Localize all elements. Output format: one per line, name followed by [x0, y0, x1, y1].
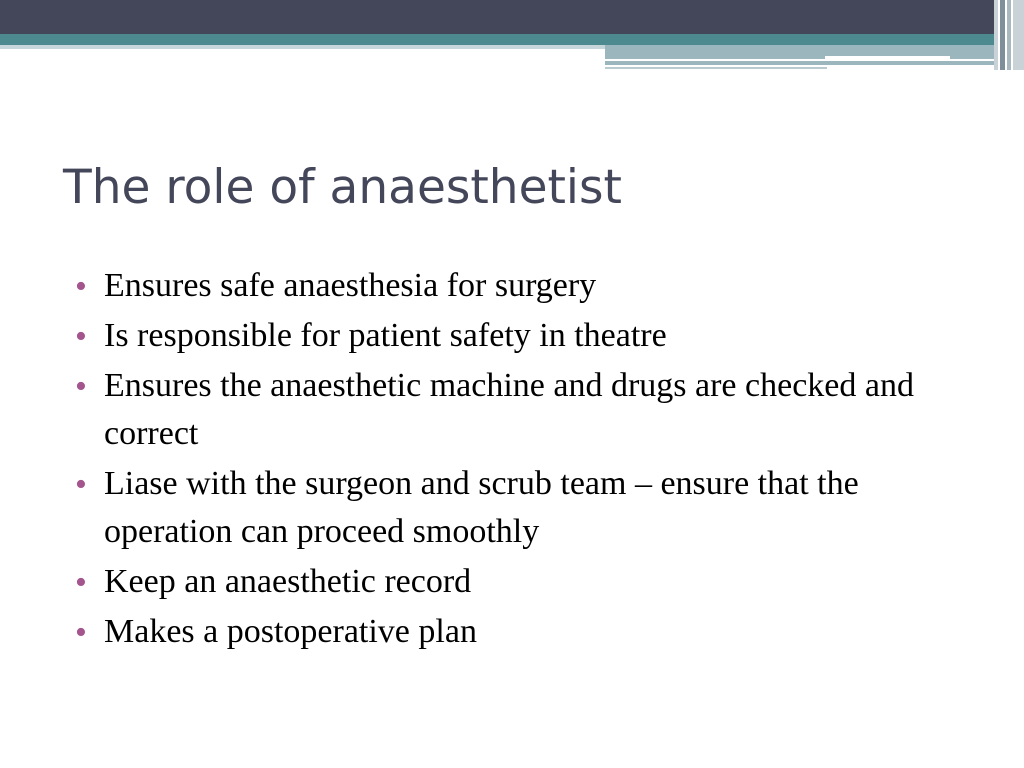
- bullet-dot-icon: •: [75, 564, 87, 601]
- slide-title: The role of anaesthetist: [63, 160, 622, 215]
- bullet-item: [75, 558, 975, 606]
- bullet-item: [75, 312, 975, 360]
- bullet-item: [75, 362, 975, 458]
- header-light-band: [0, 45, 605, 49]
- header-teal-band: [0, 34, 1024, 45]
- bullet-dot-icon: •: [75, 368, 87, 405]
- bullet-text: Ensures the anaesthetic machine and drugs are checked and correct: [104, 367, 914, 452]
- bullet-dot-icon: •: [75, 614, 87, 651]
- bullet-text: Liase with the surgeon and scrub team – ensure that the operation can proceed smoothly: [104, 465, 859, 550]
- bullet-item: [75, 608, 975, 656]
- bullet-item: [75, 460, 975, 556]
- bullet-text: Is responsible for patient safety in theatre: [104, 317, 667, 354]
- bullet-text: Ensures safe anaesthesia for surgery: [104, 267, 597, 304]
- bullet-item: [75, 262, 975, 310]
- bullet-dot-icon: •: [75, 466, 87, 503]
- header-accent-line: [605, 61, 997, 65]
- bullet-dot-icon: •: [75, 268, 87, 305]
- bullet-dot-icon: •: [75, 318, 87, 355]
- header-vertical-stripes: [994, 0, 1024, 70]
- header-dark-band: [0, 0, 1024, 34]
- bullet-text: Keep an anaesthetic record: [104, 563, 472, 600]
- bullet-list: [75, 262, 975, 658]
- header-thin-line: [605, 67, 827, 69]
- bullet-text: Makes a postoperative plan: [104, 613, 477, 650]
